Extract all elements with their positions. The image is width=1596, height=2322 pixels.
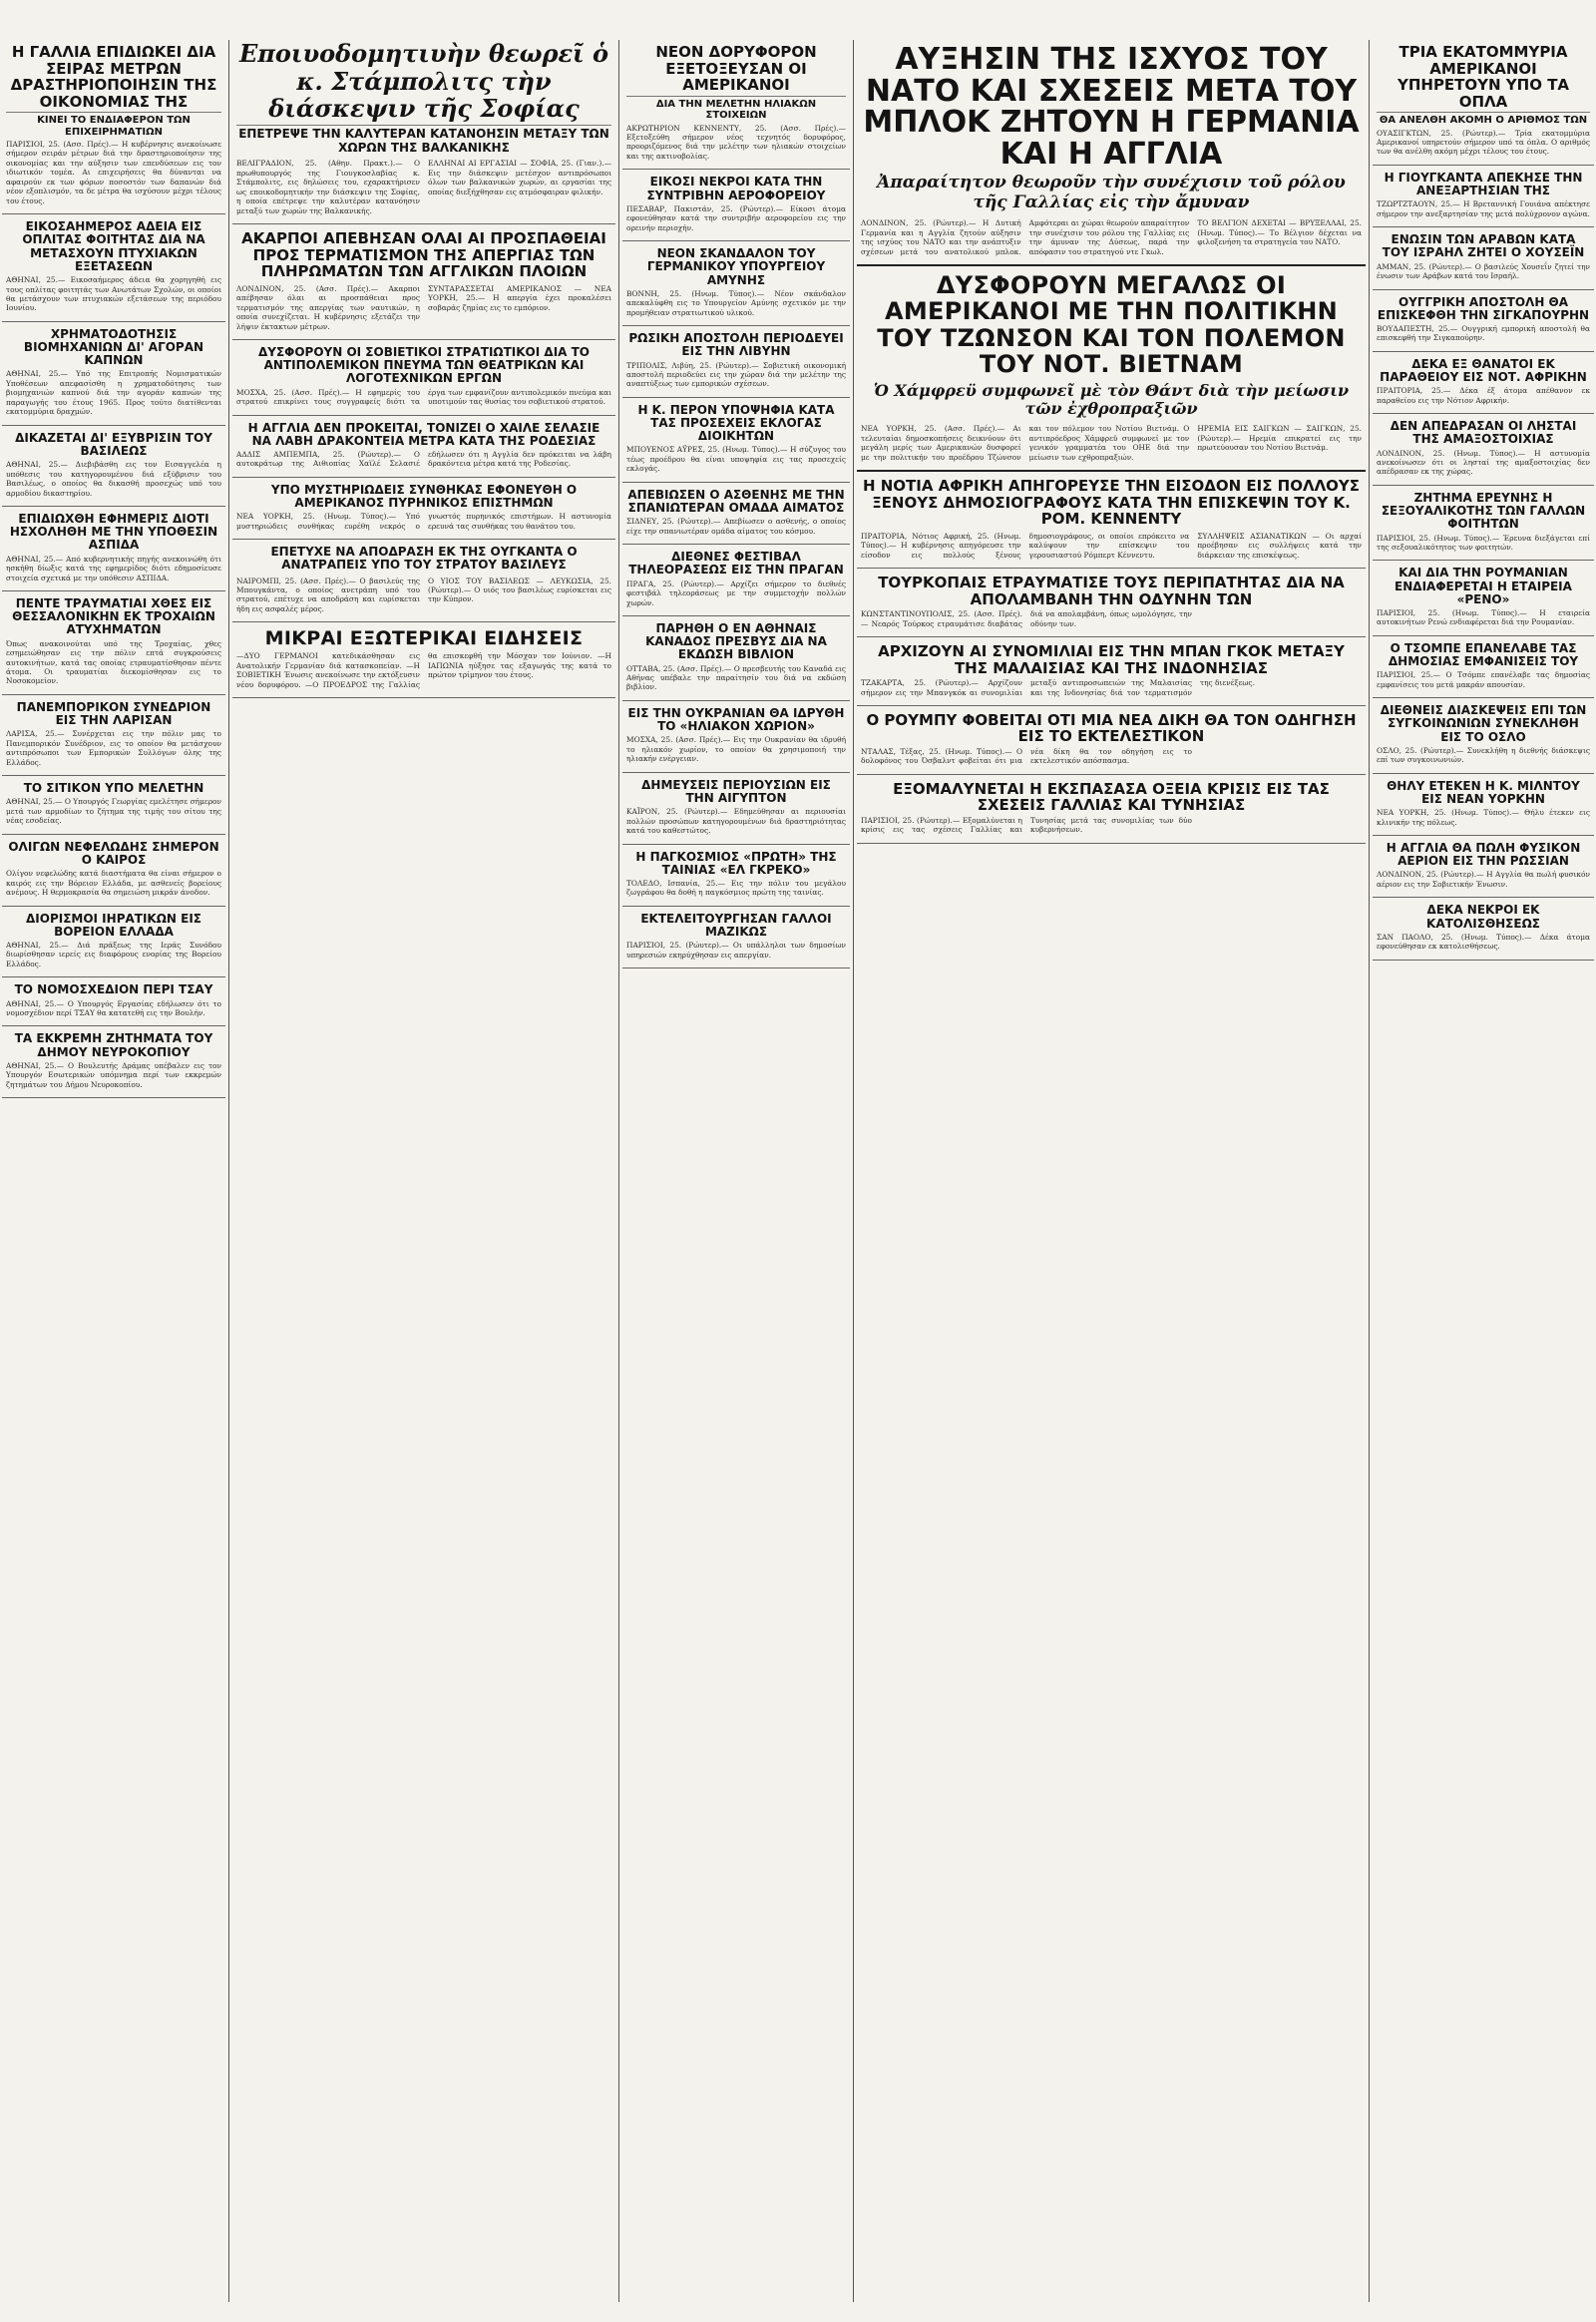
article-body: ΚΑΪΡΟΝ, 25. (Ρώυτερ).— Εδημεύθησαν αι περιουσίαι πολλών προσώπων κατηγορουμένων διά δραστηριότητας κατά του καθεστώτος.	[626, 807, 846, 836]
headline: Η Κ. ΠΕΡΟΝ ΥΠΟΨΗΦΙΑ ΚΑΤΑ ΤΑΣ ΠΡΟΣΕΧΕΙΣ ΕΚΛΟΓΑΣ ΔΙΟΙΚΗΤΩΝ	[637, 402, 835, 444]
column-4	[857, 40, 1366, 2302]
article-c2-3	[232, 422, 615, 478]
headline: Ο ΤΣΟΜΠΕ ΕΠΑΝΕΛΑΒΕ ΤΑΣ ΔΗΜΟΣΙΑΣ ΕΜΦΑΝΙΣΕΙΣ ΤΟΥ	[1388, 640, 1579, 669]
article-body: ΛΟΝΔΙΝΟΝ, 25. (Ρώυτερ).— Η Αγγλία θα πωλή φυσικόν αέριον εις την Σοβιετικήν Ένωσιν.	[1377, 870, 1590, 889]
article-body: ΤΖΑΚΑΡΤΑ, 25. (Ρώυτερ).— Αρχίζουν σήμερον εις την Μπανγκόκ αι συνομιλίαι μεταξύ αντιπροσωπειών της Μαλαισίας και της Ινδονησίας διά τον τερματισμόν της διενέξεως.	[861, 678, 1255, 697]
headline: ΔΥΣΦΟΡΟΥΝ ΟΙ ΣΟΒΙΕΤΙΚΟΙ ΣΤΡΑΤΙΩΤΙΚΟΙ ΔΙΑ ΤΟ ΑΝΤΙΠΟΛΕΜΙΚΟΝ ΠΝΕΥΜΑ ΤΩΝ ΘΕΑΤΡΙΚΩΝ ΚΑΙ ΛΟΓΟΤΕΧΝΙΚΩΝ ΕΡΓΩΝ	[257, 345, 591, 386]
article-body: ΚΩΝΣΤΑΝΤΙΝΟΥΠΟΛΙΣ, 25. (Ασσ. Πρές).— Νεαρός Τούρκος ετραυμάτισε διαβάτας διά να απολαμβάνη, όπως ωμολόγησε, την οδύνην των.	[861, 609, 1192, 628]
headline: ΔΙΟΡΙΣΜΟΙ ΙΗΡΑΤΙΚΩΝ ΕΙΣ ΒΟΡΕΙΟΝ ΕΛΛΑΔΑ	[25, 911, 201, 939]
article-body: ΑΚΡΩΤΗΡΙΟΝ ΚΕΝΝΕΝΤΥ, 25. (Ασσ. Πρές).— Εξετοξεύθη σήμερον νέος τεχνητός δορυφόρος, προοριζόμενος διά την μελέτην των ηλιακών στοιχείων και της ακτινοβολίας.	[626, 123, 846, 161]
headline: Η ΑΓΓΛΙΑ ΔΕΝ ΠΡΟΚΕΙΤΑΙ, ΤΟΝΙΖΕΙ Ο ΧΑΙΛΕ ΣΕΛΑΣΙΕ ΝΑ ΛΑΒΗ ΔΡΑΚΟΝΤΕΙΑ ΜΕΤΡΑ ΚΑΤΑ ΤΗΣ ΡΟΔΕΣΙΑΣ	[247, 420, 600, 448]
article-c3-4	[622, 404, 850, 483]
headline: ΤΡΙΑ ΕΚΑΤΟΜΜΥΡΙΑ ΑΜΕΡΙΚΑΝΟΙ ΥΠΗΡΕΤΟΥΝ ΥΠΟ ΤΑ ΟΠΛΑ	[1396, 43, 1570, 111]
article-body: ΑΘΗΝΑΙ, 25.— Διά πράξεως της Ιεράς Συνόδου διωρίσθησαν ιερείς εις διαφόρους ενορίας της Βορείου Ελλάδος.	[6, 940, 221, 968]
article-c2-1	[232, 230, 615, 340]
column-2	[232, 40, 615, 2302]
headline: ΔΙΕΘΝΕΣ ΦΕΣΤΙΒΑΛ ΤΗΛΕΟΡΑΣΕΩΣ ΕΙΣ ΤΗΝ ΠΡΑΓΑΝ	[628, 550, 844, 578]
article-c1-5	[2, 597, 225, 695]
article-c4-5	[857, 712, 1366, 775]
article-body: ΠΕΣΑΒΑΡ, Πακιστάν, 25. (Ρώυτερ).— Είκοσι άτομα εφονεύθησαν κατά την συντριβήν αεροφορείου εις την ορεινήν περιοχήν.	[626, 203, 846, 232]
article-c3-6	[622, 551, 850, 616]
article-c3-0	[622, 44, 850, 170]
headline: ΤΟΥΡΚΟΠΑΙΣ ΕΤΡΑΥΜΑΤΙΣΕ ΤΟΥΣ ΠΕΡΙΠΑΤΗΤΑΣ ΔΙΑ ΝΑ ΑΠΟΛΑΜΒΑΝΗ ΤΗΝ ΟΔΥΝΗΝ ΤΩΝ	[878, 574, 1345, 608]
article-body: ΑΘΗΝΑΙ, 25.— Υπό της Επιτροπής Νομισματικών Υποθέσεων απεφασίσθη η χρηματοδότησις των βιομηχανιών καπνού διά την αγοράν καπνών της παραγωγής του έτους 1965. Προς τούτο διατίθενται εκατομμύρια δραχμών.	[6, 369, 221, 417]
column-5	[1373, 40, 1594, 2302]
article-c1-4	[2, 513, 225, 591]
article-c3-1	[622, 176, 850, 241]
article-body: ΠΑΡΙΣΙΟΙ, 25. (Ρώυτερ).— Εξομαλύνεται η κρίσις εις τας σχέσεις Γαλλίας και Τυνησίας μετά τας συνομιλίας των δύο κυβερνήσεων.	[861, 815, 1192, 835]
article-body: ΠΡΑΓΑ, 25. (Ρώυτερ).— Αρχίζει σήμερον το διεθνές φεστιβάλ τηλεοράσεως με την συμμετοχήν πολλών χωρών.	[626, 579, 846, 607]
article-body: ΑΘΗΝΑΙ, 25.— Ο Υπουργός Γεωργίας εμελέτησε σήμερον μετά των αρμοδίων το ζήτημα της τιμής του σίτου της νέας εσοδείας.	[6, 797, 221, 826]
article-c3-9	[622, 779, 850, 845]
headline: ΑΥΞΗΣΙΝ ΤΗΣ ΙΣΧΥΟΣ ΤΟΥ ΝΑΤΟ ΚΑΙ ΣΧΕΣΕΙΣ ΜΕΤΑ ΤΟΥ ΜΠΛΟΚ ΖΗΤΟΥΝ Η ΓΕΡΜΑΝΙΑ ΚΑΙ Η ΑΓΓΛΙΑ	[863, 42, 1360, 172]
headline: ΕΠΙΔΙΩΧΘΗ ΕΦΗΜΕΡΙΣ ΔΙΟΤΙ ΗΣΧΟΛΗΘΗ ΜΕ ΤΗΝ ΥΠΟΘΕΣΙΝ ΑΣΠΙΔΑ	[9, 512, 218, 553]
article-c5-7	[1373, 567, 1594, 636]
article-body: ΝΕΑ ΥΟΡΚΗ, 25. (Ηνωμ. Τύπος).— Υπό μυστηριώδεις συνθήκας ευρέθη νεκρός ο γνωστός πυρηνικός επιστήμων. Η αστυνομία ερευνά τας συνθήκας του θανάτου του.	[236, 512, 611, 531]
headline: Η ΓΑΛΛΙΑ ΕΠΙΔΙΩΚΕΙ ΔΙΑ ΣΕΙΡΑΣ ΜΕΤΡΩΝ ΔΡΑΣΤΗΡΙΟΠΟΙΗΣΙΝ ΤΗΣ ΟΙΚΟΝΟΜΙΑΣ ΤΗΣ	[10, 43, 217, 111]
article-c1-10	[2, 983, 225, 1026]
column-3	[622, 40, 850, 2302]
article-body: ΜΟΣΧΑ, 25. (Ασσ. Πρές).— Εις την Ουκρανίαν θα ιδρυθή το ηλιακόν χωρίον, το οποίον θα χρησιμοποιή την ηλιακήν ενέργειαν.	[626, 735, 846, 764]
article-c5-8	[1373, 642, 1594, 698]
headline: ΝΕΟΝ ΣΚΑΝΔΑΛΟΝ ΤΟΥ ΓΕΡΜΑΝΙΚΟΥ ΥΠΟΥΡΓΕΙΟΥ ΑΜΥΝΗΣ	[646, 246, 826, 287]
article-c5-2	[1373, 233, 1594, 289]
headline: ΑΠΕΒΙΩΣΕΝ Ο ΑΣΘΕΝΗΣ ΜΕ ΤΗΝ ΣΠΑΝΙΩΤΕΡΑΝ ΟΜΑΔΑ ΑΙΜΑΤΟΣ	[627, 487, 845, 516]
article-body: ΑΘΗΝΑΙ, 25.— Ο Υπουργός Εργασίας εδήλωσεν ότι το νομοσχέδιον περί ΤΣΑΥ θα κατατεθή εις την Βουλήν.	[6, 998, 221, 1017]
headline: ΡΩΣΙΚΗ ΑΠΟΣΤΟΛΗ ΠΕΡΙΟΔΕΥΕΙ ΕΙΣ ΤΗΝ ΛΙΒΥΗΝ	[628, 331, 844, 359]
headline: ΕΝΩΣΙΝ ΤΩΝ ΑΡΑΒΩΝ ΚΑΤΑ ΤΟΥ ΙΣΡΑΗΛ ΖΗΤΕΙ Ο ΧΟΥΣΕΪΝ	[1382, 232, 1585, 260]
article-body: ΒΕΛΙΓΡΑΔΙΟΝ, 25. (Αθην. Πρακτ.).— Ο πρωθυπουργός της Γιουγκοσλαβίας κ. Στάμπολιτς, εις δηλώσεις του, εχαρακτήρισεν ως εποικοδομητικήν την διάσκεψιν της Σοφίας, η οποία επέτρεψε την καλυτέραν κατανόησιν μεταξύ των χωρών της Βαλκανικής.	[236, 159, 420, 215]
headline: Η ΝΟΤΙΑ ΑΦΡΙΚΗ ΑΠΗΓΟΡΕΥΣΕ ΤΗΝ ΕΙΣΟΔΟΝ ΕΙΣ ΠΟΛΛΟΥΣ ΞΕΝΟΥΣ ΔΗΜΟΣΙΟΓΡΑΦΟΥΣ ΚΑΤΑ ΤΗΝ ΕΠΙΣΚΕΨΙΝ ΤΟΥ Κ. ΡΟΜ. ΚΕΝΝΕΝΤΥ	[862, 477, 1361, 529]
article-c3-7	[622, 622, 850, 701]
headline: ΔΕΚΑ ΕΞ ΘΑΝΑΤΟΙ ΕΚ ΠΑΡΑΘΕΙΟΥ ΕΙΣ ΝΟΤ. ΑΦΡΙΚΗΝ	[1380, 356, 1587, 385]
article-c1-1	[2, 220, 225, 322]
article-body: ΠΡΑΙΤΟΡΙΑ, 25.— Δέκα έξ άτομα απέθανον εκ παραθείου εις την Νότιον Αφρικήν.	[1377, 386, 1590, 405]
article-body: ΛΟΝΔΙΝΟΝ, 25. (Ρώυτερ).— Η Δυτική Γερμανία και η Αγγλία ζητούν αύξησιν της ισχύος του ΝΑΤΟ και την ανάπτυξιν σχέσεων μετά του ανατολικού μπλοκ. Αμφότεραι αι χώραι θεωρούν απαραίτητον την συνέχισιν του ρόλου της Γαλλίας εις την άμυναν της Δύσεως, παρά την απόφασιν του στρατηγού ντε Γκωλ.	[861, 218, 1190, 256]
headline: ΕΠΕΤΥΧΕ ΝΑ ΑΠΟΔΡΑΣΗ ΕΚ ΤΗΣ ΟΥΓΚΑΝΤΑ Ο ΑΝΑΤΡΑΠΕΙΣ ΥΠΟ ΤΟΥ ΣΤΡΑΤΟΥ ΒΑΣΙΛΕΥΣ	[270, 545, 578, 573]
article-body: ΝΤΑΛΑΣ, Τέξας, 25. (Ηνωμ. Τύπος).— Ο δολοφόνος του Όσβαλντ φοβείται ότι μια νέα δίκη θα τον οδηγήση εις το εκτελεστικόν απόσπασμα.	[861, 746, 1192, 766]
article-sidebar: ΣΥΛΛΗΨΕΙΣ ΑΣΙΑΝΑΤΙΚΩΝ — Οι αρχαί προέβησαν εις συλλήψεις κατά την διάρκειαν της επισκέψεως.	[1197, 531, 1362, 560]
article-body: ΝΕΑ ΥΟΡΚΗ, 25. (Ασσ. Πρές).— Αι τελευταίαι δημοσκοπήσεις δεικνύουν ότι μεγάλη μερίς των Αμερικανών δυσφορεί με την πολιτικήν του προέδρου Τζώνσον και τον πόλεμον του Νοτίου Βιετνάμ. Ο αντιπρόεδρος Χάμφρεϋ συμφωνεί με τον γενικόν γραμματέα του ΟΗΕ διά την μείωσιν των εχθροπραξιών.	[861, 424, 1190, 462]
headline: ΤΟ ΣΙΤΙΚΟΝ ΥΠΟ ΜΕΛΕΤΗΝ	[23, 781, 204, 796]
article-body: ΜΟΣΧΑ, 25. (Ασσ. Πρές).— Η εφημερίς του στρατού επικρίνει τους συγγραφείς διότι τα έργα των εμφανίζουν αντιπολεμικόν πνεύμα και υποτιμούν τας θυσίας του σοβιετικού στρατού.	[236, 387, 611, 407]
headline: ΔΥΣΦΟΡΟΥΝ ΜΕΓΑΛΩΣ ΟΙ ΑΜΕΡΙΚΑΝΟΙ ΜΕ ΤΗΝ ΠΟΛΙΤΙΚΗΝ ΤΟΥ ΤΖΩΝΣΟΝ ΚΑΙ ΤΟΝ ΠΟΛΕΜΟΝ ΤΟΥ ΝΟΤ. ΒΙΕΤΝΑΜ	[877, 270, 1346, 379]
headline: ΚΑΙ ΔΙΑ ΤΗΝ ΡΟΥΜΑΝΙΑΝ ΕΝΔΙΑΦΕΡΕΤΑΙ Η ΕΤΑΙΡΕΙΑ «ΡΕΝΟ»	[1395, 566, 1572, 606]
article-c4-1	[857, 272, 1366, 472]
article-body: ΑΜΜΑΝ, 25. (Ρώυτερ).— Ο βασιλεύς Χουσεΐν ζητεί την ένωσιν των Αράβων κατά του Ισραήλ.	[1377, 261, 1590, 281]
headline: Η ΑΓΓΛΙΑ ΘΑ ΠΩΛΗ ΦΥΣΙΚΟΝ ΑΕΡΙΟΝ ΕΙΣ ΤΗΝ ΡΩΣΣΙΑΝ	[1386, 841, 1581, 869]
article-body: ΑΘΗΝΑΙ, 25.— Ο Βουλευτής Δράμας υπέβαλεν εις τον Υπουργόν Εσωτερικών υπόμνημα περί των εκκρεμών ζητημάτων του Δήμου Νευροκοπίου.	[6, 1060, 221, 1089]
headline: ΖΗΤΗΜΑ ΕΡΕΥΝΗΣ Η ΣΕΞΟΥΑΛΙΚΟΤΗΣ ΤΩΝ ΓΑΛΛΩΝ ΦΟΙΤΗΤΩΝ	[1381, 490, 1586, 532]
article-c5-0	[1373, 44, 1594, 166]
italic-subheadline: Ὁ Χάμφρεϋ συμφωνεῖ μὲ τὸν Θάντ διὰ τὴν μείωσιν τῶν ἐχθροπραξιῶν	[873, 380, 1350, 418]
headline: ΠΑΡΗΘΗ Ο ΕΝ ΑΘΗΝΑΙΣ ΚΑΝΑΔΟΣ ΠΡΕΣΒΥΣ ΔΙΑ ΝΑ ΕΚΔΩΣΗ ΒΙΒΛΙΟΝ	[645, 620, 827, 662]
headline: ΕΞΟΜΑΛΥΝΕΤΑΙ Η ΕΚΣΠΑΣΑΣΑ ΟΞΕΙΑ ΚΡΙΣΙΣ ΕΙΣ ΤΑΣ ΣΧΕΣΕΙΣ ΓΑΛΛΙΑΣ ΚΑΙ ΤΥΝΗΣΙΑΣ	[893, 779, 1330, 815]
article-sidebar: ΗΡΕΜΙΑ ΕΙΣ ΣΑΙΓΚΩΝ — ΣΑΙΓΚΩΝ, 25. (Ρώυτερ).— Ηρεμία επικρατεί εις την πρωτεύουσαν του Νοτίου Βιετνάμ.	[1197, 424, 1362, 453]
headline: ΔΙΚΑΖΕΤΑΙ ΔΙ' ΕΞΥΒΡΙΣΙΝ ΤΟΥ ΒΑΣΙΛΕΩΣ	[15, 430, 212, 458]
article-c2-2	[232, 346, 615, 416]
headline: ΔΕΝ ΑΠΕΔΡΑΣΑΝ ΟΙ ΛΗΣΤΑΙ ΤΗΣ ΑΜΑΞΟΣΤΟΙΧΙΑΣ	[1390, 419, 1577, 447]
subheadline: ΔΙΑ ΤΗΝ ΜΕΛΕΤΗΝ ΗΛΙΑΚΩΝ ΣΤΟΙΧΕΙΩΝ	[626, 96, 846, 122]
article-sidebar: ΣΥΝΤΑΡΑΣΣΕΤΑΙ ΑΜΕΡΙΚΑΝΟΣ — ΝΕΑ ΥΟΡΚΗ, 25.— Η απεργία έχει προκαλέσει σοβαράς ζημίας εις το εμπόριον.	[428, 283, 611, 312]
article-body: ΟΥΑΣΙΓΚΤΩΝ, 25. (Ρώυτερ).— Τρία εκατομμύρια Αμερικανοί υπηρετούν σήμερον υπό τα όπλα. Ο αριθμός των θα ανέλθη ακόμη μέχρι τέλους του έτους.	[1377, 128, 1590, 157]
article-body: ΠΡΑΙΤΟΡΙΑ, Νότιος Αφρική, 25. (Ηνωμ. Τύπος).— Η κυβέρνησις απηγόρευσε την είσοδον εις πολλούς ξένους δημοσιογράφους, οι οποίοι επρόκειτο να καλύψουν την επίσκεψιν του γερουσιαστού Ρόμπερτ Κέννεντυ.	[861, 531, 1190, 560]
headline: ΤΑ ΕΚΚΡΕΜΗ ΖΗΤΗΜΑΤΑ ΤΟΥ ΔΗΜΟΥ ΝΕΥΡΟΚΟΠΙΟΥ	[14, 1031, 213, 1059]
article-body: ΑΘΗΝΑΙ, 25.— Εικοσαήμερος άδεια θα χορηγηθή εις τους οπλίτας φοιτητάς των Ανωτάτων Σχολών, οι οποίοι θα μετάσχουν των πτυχιακών εξετάσεων της περιόδου Ιουνίου.	[6, 275, 221, 313]
headline: Η ΓΙΟΥΓΚΑΝΤΑ ΑΠΕΚΗΣΕ ΤΗΝ ΑΝΕΞΑΡΤΗΣΙΑΝ ΤΗΣ	[1384, 170, 1583, 198]
subheadline: ΚΙΝΕΙ ΤΟ ΕΝΔΙΑΦΕΡΟΝ ΤΩΝ ΕΠΙΧΕΙΡΗΜΑΤΙΩΝ	[6, 112, 221, 138]
article-body: ΜΠΟΥΕΝΟΣ ΑΫΡΕΣ, 25. (Ηνωμ. Τύπος).— Η σύζυγος του τέως προέδρου θα είναι υποψηφία εις τας προσεχείς εκλογάς.	[626, 445, 846, 474]
headline: ΜΙΚΡΑΙ ΕΞΩΤΕΡΙΚΑΙ ΕΙΔΗΣΕΙΣ	[264, 627, 584, 650]
article-sidebar: ΕΛΛΗΝΑΙ ΑΙ ΕΡΓΑΣΙΑΙ — ΣΟΦΙΑ, 25. (Γιαν.).— Εις την διάσκεψιν μετέσχον αντιπρόσωποι όλων των βαλκανικών χωρών, αι εργασίαι της οποίας διεξήχθησαν εις ατμόσφαιραν φιλικήν.	[428, 159, 611, 196]
headline: ΧΡΗΜΑΤΟΔΟΤΗΣΙΣ ΒΙΟΜΗΧΑΝΙΩΝ ΔΙ' ΑΓΟΡΑΝ ΚΑΠΝΩΝ	[23, 326, 204, 368]
article-c1-7	[2, 782, 225, 835]
article-body: ΟΣΛΟ, 25. (Ρώυτερ).— Συνεκλήθη η διεθνής διάσκεψις επί των συγκοινωνιών.	[1377, 745, 1590, 765]
article-body: ΤΡΙΠΟΛΙΣ, Λιβύη, 25. (Ρώυτερ).— Σοβιετική οικονομική αποστολή περιοδεύει εις την χώραν διά την μελέτην της αναπτύξεως των εμπορικών σχέσεων.	[626, 360, 846, 389]
article-c1-8	[2, 841, 225, 907]
article-body: Ολίγον νεφελώδης κατά διαστήματα θα είναι σήμερον ο καιρός εις την Βόρειον Ελλάδα, με ασθενείς βορείους ανέμους. Η θερμοκρασία θα σημειώση μικράν άνοδον.	[6, 869, 221, 898]
article-c5-6	[1373, 492, 1594, 562]
article-c4-4	[857, 643, 1366, 706]
article-c5-5	[1373, 420, 1594, 486]
article-c1-2	[2, 328, 225, 426]
headline: ΔΙΕΘΝΕΙΣ ΔΙΑΣΚΕΨΕΙΣ ΕΠΙ ΤΩΝ ΣΥΓΚΟΙΝΩΝΙΩΝ ΣΥΝΕΚΛΗΘΗ ΕΙΣ ΤΟ ΟΣΛΟ	[1380, 703, 1587, 744]
article-c1-3	[2, 432, 225, 507]
article-c3-5	[622, 489, 850, 545]
subheadline: ΘΑ ΑΝΕΛΘΗ ΑΚΟΜΗ Ο ΑΡΙΘΜΟΣ ΤΩΝ	[1377, 112, 1590, 127]
article-c3-2	[622, 247, 850, 326]
article-c3-8	[622, 707, 850, 773]
headline: ΕΙΣ ΤΗΝ ΟΥΚΡΑΝΙΑΝ ΘΑ ΙΔΡΥΘΗ ΤΟ «ΗΛΙΑΚΟΝ ΧΩΡΙΟΝ»	[627, 705, 845, 734]
article-c3-10	[622, 851, 850, 907]
article-body: ΠΑΡΙΣΙΟΙ, 25.— Ο Τσόμπε επανέλαβε τας δημοσίας εμφανίσεις του μετά μακράν απουσίαν.	[1377, 670, 1590, 689]
article-body: ΑΔΔΙΣ ΑΜΠΕΜΠΑ, 25. (Ρώυτερ).— Ο αυτοκράτωρ της Αιθιοπίας Χαϊλέ Σελασιέ εδήλωσεν ότι η Αγγλία δεν πρόκειται να λάβη δρακόντεια μέτρα κατά της Ροδεσίας.	[236, 449, 611, 469]
article-body: ΤΟΛΕΔΟ, Ισπανία, 25.— Εις την πόλιν του μεγάλου ζωγράφου θα δοθή η παγκόσμιος πρώτη της ταινίας.	[626, 878, 846, 898]
article-c5-9	[1373, 704, 1594, 774]
article-c4-3	[857, 575, 1366, 637]
article-body: ΠΑΡΙΣΙΟΙ, 25. (Ηνωμ. Τύπος).— Η εταιρεία αυτοκινήτων Ρενώ ενδιαφέρεται διά την Ρουμανίαν.	[1377, 608, 1590, 627]
article-body: ΛΑΡΙΣΑ, 25.— Συνέρχεται εις την πόλιν μας το Πανεμπορικόν Συνέδριον, εις το οποίον θα μετάσχουν αντιπρόσωποι των Εμπορικών Συλλόγων όλης της Ελλάδος.	[6, 729, 221, 767]
headline: ΟΥΓΓΡΙΚΗ ΑΠΟΣΤΟΛΗ ΘΑ ΕΠΙΣΚΕΦΘΗ ΤΗΝ ΣΙΓΚΑΠΟΥΡΗΝ	[1377, 294, 1590, 322]
article-body: Όπως ανακοινούται υπό της Τροχαίας, χθες εσημειώθησαν εις την πόλιν επτά συγκρούσεις αυτοκινήτων, κατά τας οποίας ετραυματίσθησαν πέντε άτομα. Οι τραυματίαι διεκομίσθησαν εις το Νοσοκομείον.	[6, 638, 221, 686]
headline: Ο ΡΟΥΜΠΥ ΦΟΒΕΙΤΑΙ ΟΤΙ ΜΙΑ ΝΕΑ ΔΙΚΗ ΘΑ ΤΟΝ ΟΔΗΓΗΣΗ ΕΙΣ ΤΟ ΕΚΤΕΛΕΣΤΙΚΟΝ	[866, 710, 1357, 746]
headline: ΔΕΚΑ ΝΕΚΡΟΙ ΕΚ ΚΑΤΟΛΙΣΘΗΣΕΩΣ	[1426, 903, 1540, 931]
headline: ΠΑΝΕΜΠΟΡΙΚΟΝ ΣΥΝΕΔΡΙΟΝ ΕΙΣ ΤΗΝ ΛΑΡΙΣΑΝ	[16, 699, 211, 728]
headline: ΤΟ ΝΟΜΟΣΧΕΔΙΟΝ ΠΕΡΙ ΤΣΑΥ	[14, 982, 213, 997]
article-sidebar: Ο ΥΙΟΣ ΤΟΥ ΒΑΣΙΛΕΩΣ — ΛΕΥΚΩΣΙΑ, 25. (Ρώυτερ).— Ο υιός του βασιλέως ευρίσκεται εις την Κύπρον.	[428, 576, 611, 604]
article-body: ΠΑΡΙΣΙΟΙ, 25. (Ρώυτερ).— Οι υπάλληλοι των δημοσίων υπηρεσιών εκηρύχθησαν εις απεργίαν.	[626, 941, 846, 960]
article-c2-4	[232, 484, 615, 540]
headline: ΑΡΧΙΖΟΥΝ ΑΙ ΣΥΝΟΜΙΛΙΑΙ ΕΙΣ ΤΗΝ ΜΠΑΝ ΓΚΟΚ ΜΕΤΑΞΥ ΤΗΣ ΜΑΛΑΙΣΙΑΣ ΚΑΙ ΤΗΣ ΙΝΔΟΝΗΣΙΑΣ	[878, 642, 1345, 677]
article-c4-2	[857, 478, 1366, 569]
article-body: ΒΟΝΝΗ, 25. (Ηνωμ. Τύπος).— Νέον σκάνδαλον απεκαλύφθη εις το Υπουργείον Αμύνης σχετικόν με την προμήθειαν στρατιωτικού υλικού.	[626, 288, 846, 317]
column-1	[2, 40, 225, 2302]
headline: ΝΕΟΝ ΔΟΡΥΦΟΡΟΝ ΕΞΕΤΟΞΕΥΣΑΝ ΟΙ ΑΜΕΡΙΚΑΝΟΙ	[655, 43, 817, 94]
article-sidebar: ΤΟ ΒΕΛΓΙΟΝ ΔΕΧΕΤΑΙ — ΒΡΥΞΕΛΛΑΙ, 25. (Ηνωμ. Τύπος).— Το Βέλγιον δέχεται να φιλοξενήση τα στρατηγεία του ΝΑΤΟ.	[1197, 218, 1362, 247]
headline: ΑΚΑΡΠΟΙ ΑΠΕΒΗΣΑΝ ΟΛΑΙ ΑΙ ΠΡΟΣΠΑΘΕΙΑΙ ΠΡΟΣ ΤΕΡΜΑΤΙΣΜΟΝ ΤΗΣ ΑΠΕΡΓΙΑΣ ΤΩΝ ΠΛΗΡΩΜΑΤΩΝ ΤΩΝ ΑΓΓΛΙΚΩΝ ΠΛΟΙΩΝ	[241, 229, 606, 281]
article-body: ΣΑΝ ΠΑΟΛΟ, 25. (Ηνωμ. Τύπος).— Δέκα άτομα εφονεύθησαν εκ κατολισθήσεως.	[1377, 932, 1590, 952]
article-c2-5	[232, 546, 615, 622]
headline: ΔΗΜΕΥΣΕΙΣ ΠΕΡΙΟΥΣΙΩΝ ΕΙΣ ΤΗΝ ΑΙΓΥΠΤΟΝ	[641, 777, 831, 805]
article-body: ΠΑΡΙΣΙΟΙ, 25. (Ηνωμ. Τύπος).— Έρευνα διεξάγεται επί της σεξουαλικότητος των φοιτητών.	[1377, 533, 1590, 552]
article-body: ΛΟΝΔΙΝΟΝ, 25. (Ασσ. Πρές).— Ακαρποι απέβησαν όλαι αι προσπάθειαι προς τερματισμόν της απεργίας των ναυτικών, η οποία συνεχίζεται. Η κυβέρνησις εξετάζει την λήψιν έκτακτων μέτρων.	[236, 283, 420, 331]
article-body: ΝΑΙΡΟΜΠΙ, 25. (Ασσ. Πρές).— Ο βασιλεύς της Μπουγκάντα, ο οποίος ανετράπη υπό του στρατού, επέτυχε να αποδράση και ευρίσκεται ήδη εις ασφαλές μέρος.	[236, 576, 420, 613]
article-c5-4	[1373, 358, 1594, 414]
subheadline: ΕΠΕΤΡΕΨΕ ΤΗΝ ΚΑΛΥΤΕΡΑΝ ΚΑΤΑΝΟΗΣΙΝ ΜΕΤΑΞΥ ΤΩΝ ΧΩΡΩΝ ΤΗΣ ΒΑΛΚΑΝΙΚΗΣ	[236, 125, 611, 156]
article-body: ΠΑΡΙΣΙΟΙ, 25. (Ασσ. Πρές).— Η κυβέρνησις ανεκοίνωσε σήμερον σειράν μέτρων διά την δραστηριοποίησιν της οικονομίας και την αύξησιν των επενδύσεων εις τον ιδιωτικόν τομέα. Αι επιχειρήσεις θα δύνανται να αφαιρούν εκ των φόρων ποσοστόν των δαπανών διά νέον εξοπλισμόν, τα δε μέτρα θα ισχύσουν μέχρι τέλους του έτους.	[6, 140, 221, 205]
headline: ΕΚΤΕΛΕΙΤΟΥΡΓΗΣΑΝ ΓΑΛΛΟΙ ΜΑΖΙΚΩΣ	[640, 911, 832, 939]
headline: Εποιυοδομητιυὴν θεωρεῖ ὁ κ. Στάμπολιτς τὴν διάσκεψιν τῆς Σοφίας	[238, 40, 609, 124]
headline: ΠΕΝΤΕ ΤΡΑΥΜΑΤΙΑΙ ΧΘΕΣ ΕΙΣ ΘΕΣΣΑΛΟΝΙΚΗΝ ΕΚ ΤΡΟΧΑΙΩΝ ΑΤΥΧΗΜΑΤΩΝ	[12, 596, 215, 637]
headline: Η ΠΑΓΚΟΣΜΙΟΣ «ΠΡΩΤΗ» ΤΗΣ ΤΑΙΝΙΑΣ «ΕΛ ΓΚΡΕΚΟ»	[635, 849, 837, 877]
article-body: ΑΘΗΝΑΙ, 25.— Διεβιβάσθη εις τον Εισαγγελέα η υπόθεσις του κατηγορουμένου διά εξύβρισιν του Βασιλέως, ο οποίος θα δικασθή προσεχώς υπό του αρμοδίου δικαστηρίου.	[6, 460, 221, 498]
article-c5-1	[1373, 172, 1594, 227]
article-c1-9	[2, 913, 225, 978]
article-body: ΟΤΤΑΒΑ, 25. (Ασσ. Πρές).— Ο πρεσβευτής του Καναδά εις Αθήνας υπέβαλε την παραίτησίν του διά να εκδώση βιβλίον.	[626, 663, 846, 692]
headline: ΥΠΟ ΜΥΣΤΗΡΙΩΔΕΙΣ ΣΥΝΘΗΚΑΣ ΕΦΟΝΕΥΘΗ Ο ΑΜΕΡΙΚΑΝΟΣ ΠΥΡΗΝΙΚΟΣ ΕΠΙΣΤΗΜΩΝ	[270, 482, 578, 511]
article-c1-0	[2, 44, 225, 214]
article-body: ΣΙΔΝΕΥ, 25. (Ρώυτερ).— Απεβίωσεν ο ασθενής, ο οποίος είχε την σπανιωτέραν ομάδα αίματος του κόσμου.	[626, 517, 846, 536]
article-c4-0	[857, 44, 1366, 266]
article-c2-6	[232, 628, 615, 698]
article-body: ΛΟΝΔΙΝΟΝ, 25. (Ηνωμ. Τύπος).— Η αστυνομία ανεκοίνωσεν ότι οι λησταί της αμαξοστοιχίας δεν απέδρασαν εκ της χώρας.	[1377, 448, 1590, 477]
article-c5-10	[1373, 780, 1594, 836]
article-c5-3	[1373, 296, 1594, 352]
headline: ΟΛΙΓΩΝ ΝΕΦΕΛΩΔΗΣ ΣΗΜΕΡΟΝ Ο ΚΑΙΡΟΣ	[8, 839, 219, 867]
article-c1-6	[2, 701, 225, 776]
article-body: ΝΕΑ ΥΟΡΚΗ, 25. (Ηνωμ. Τύπος).— Θήλυ έτεκεν εις κλινικήν της πόλεως.	[1377, 808, 1590, 827]
italic-subheadline: Ἀπαραίτητον θεωροῦν τὴν συνέχισιν τοῦ ρόλου τῆς Γαλλίας εἰς τὴν ἄμυναν	[877, 173, 1346, 212]
article-c3-11	[622, 913, 850, 968]
article-c4-6	[857, 781, 1366, 844]
article-body: ΑΘΗΝΑΙ, 25.— Από κυβερνητικής πηγής ανεκοινώθη ότι ησκήθη δίωξις κατά της εφημερίδος διότι εδημοσίευσε στοιχεία σχετικά με την υπόθεσιν ΑΣΠΙΔΑ.	[6, 554, 221, 582]
article-body: —ΔΥΟ ΓΕΡΜΑΝΟΙ κατεδικάσθησαν εις Ανατολικήν Γερμανίαν διά κατασκοπείαν. —Η ΣΟΒΙΕΤΙΚΗ Ένωσις ανεκοίνωσε την εκτόξευσιν νέου δορυφόρου. —Ο ΠΡΟΕΔΡΟΣ της Γαλλίας θα επισκεφθή την Μόσχαν τον Ιούνιον. —Η ΙΑΠΩΝΙΑ ηύξησε τας εξαγωγάς της κατά το πρώτον τρίμηνον του έτους.	[236, 651, 611, 689]
article-c1-11	[2, 1032, 225, 1098]
headline: ΕΙΚΟΣΙ ΝΕΚΡΟΙ ΚΑΤΑ ΤΗΝ ΣΥΝΤΡΙΒΗΝ ΑΕΡΟΦΟΡΕΙΟΥ	[646, 175, 826, 202]
headline: ΕΙΚΟΣΑΗΜΕΡΟΣ ΑΔΕΙΑ ΕΙΣ ΟΠΛΙΤΑΣ ΦΟΙΤΗΤΑΣ ΔΙΑ ΝΑ ΜΕΤΑΣΧΟΥΝ ΠΤΥΧΙΑΚΩΝ ΕΞΕΤΑΣΕΩΝ	[22, 219, 205, 273]
article-body: ΒΟΥΔΑΠΕΣΤΗ, 25.— Ουγγρική εμπορική αποστολή θα επισκεφθή την Σιγκαπούρην.	[1377, 323, 1590, 343]
article-c3-3	[622, 332, 850, 398]
article-c2-0	[232, 40, 615, 224]
article-body: ΤΖΩΡΤΖΤΑΟΥΝ, 25.— Η Βρεταννική Γουιάνα απέκτησε σήμερον την ανεξαρτησίαν της μετά πολύχρονον αγώνα.	[1377, 199, 1590, 218]
headline: ΘΗΛΥ ΕΤΕΚΕΝ Η Κ. ΜΙΛΝΤΟΥ ΕΙΣ ΝΕΑΝ ΥΟΡΚΗΝ	[1387, 778, 1580, 806]
article-c5-11	[1373, 842, 1594, 898]
article-c5-12	[1373, 904, 1594, 960]
